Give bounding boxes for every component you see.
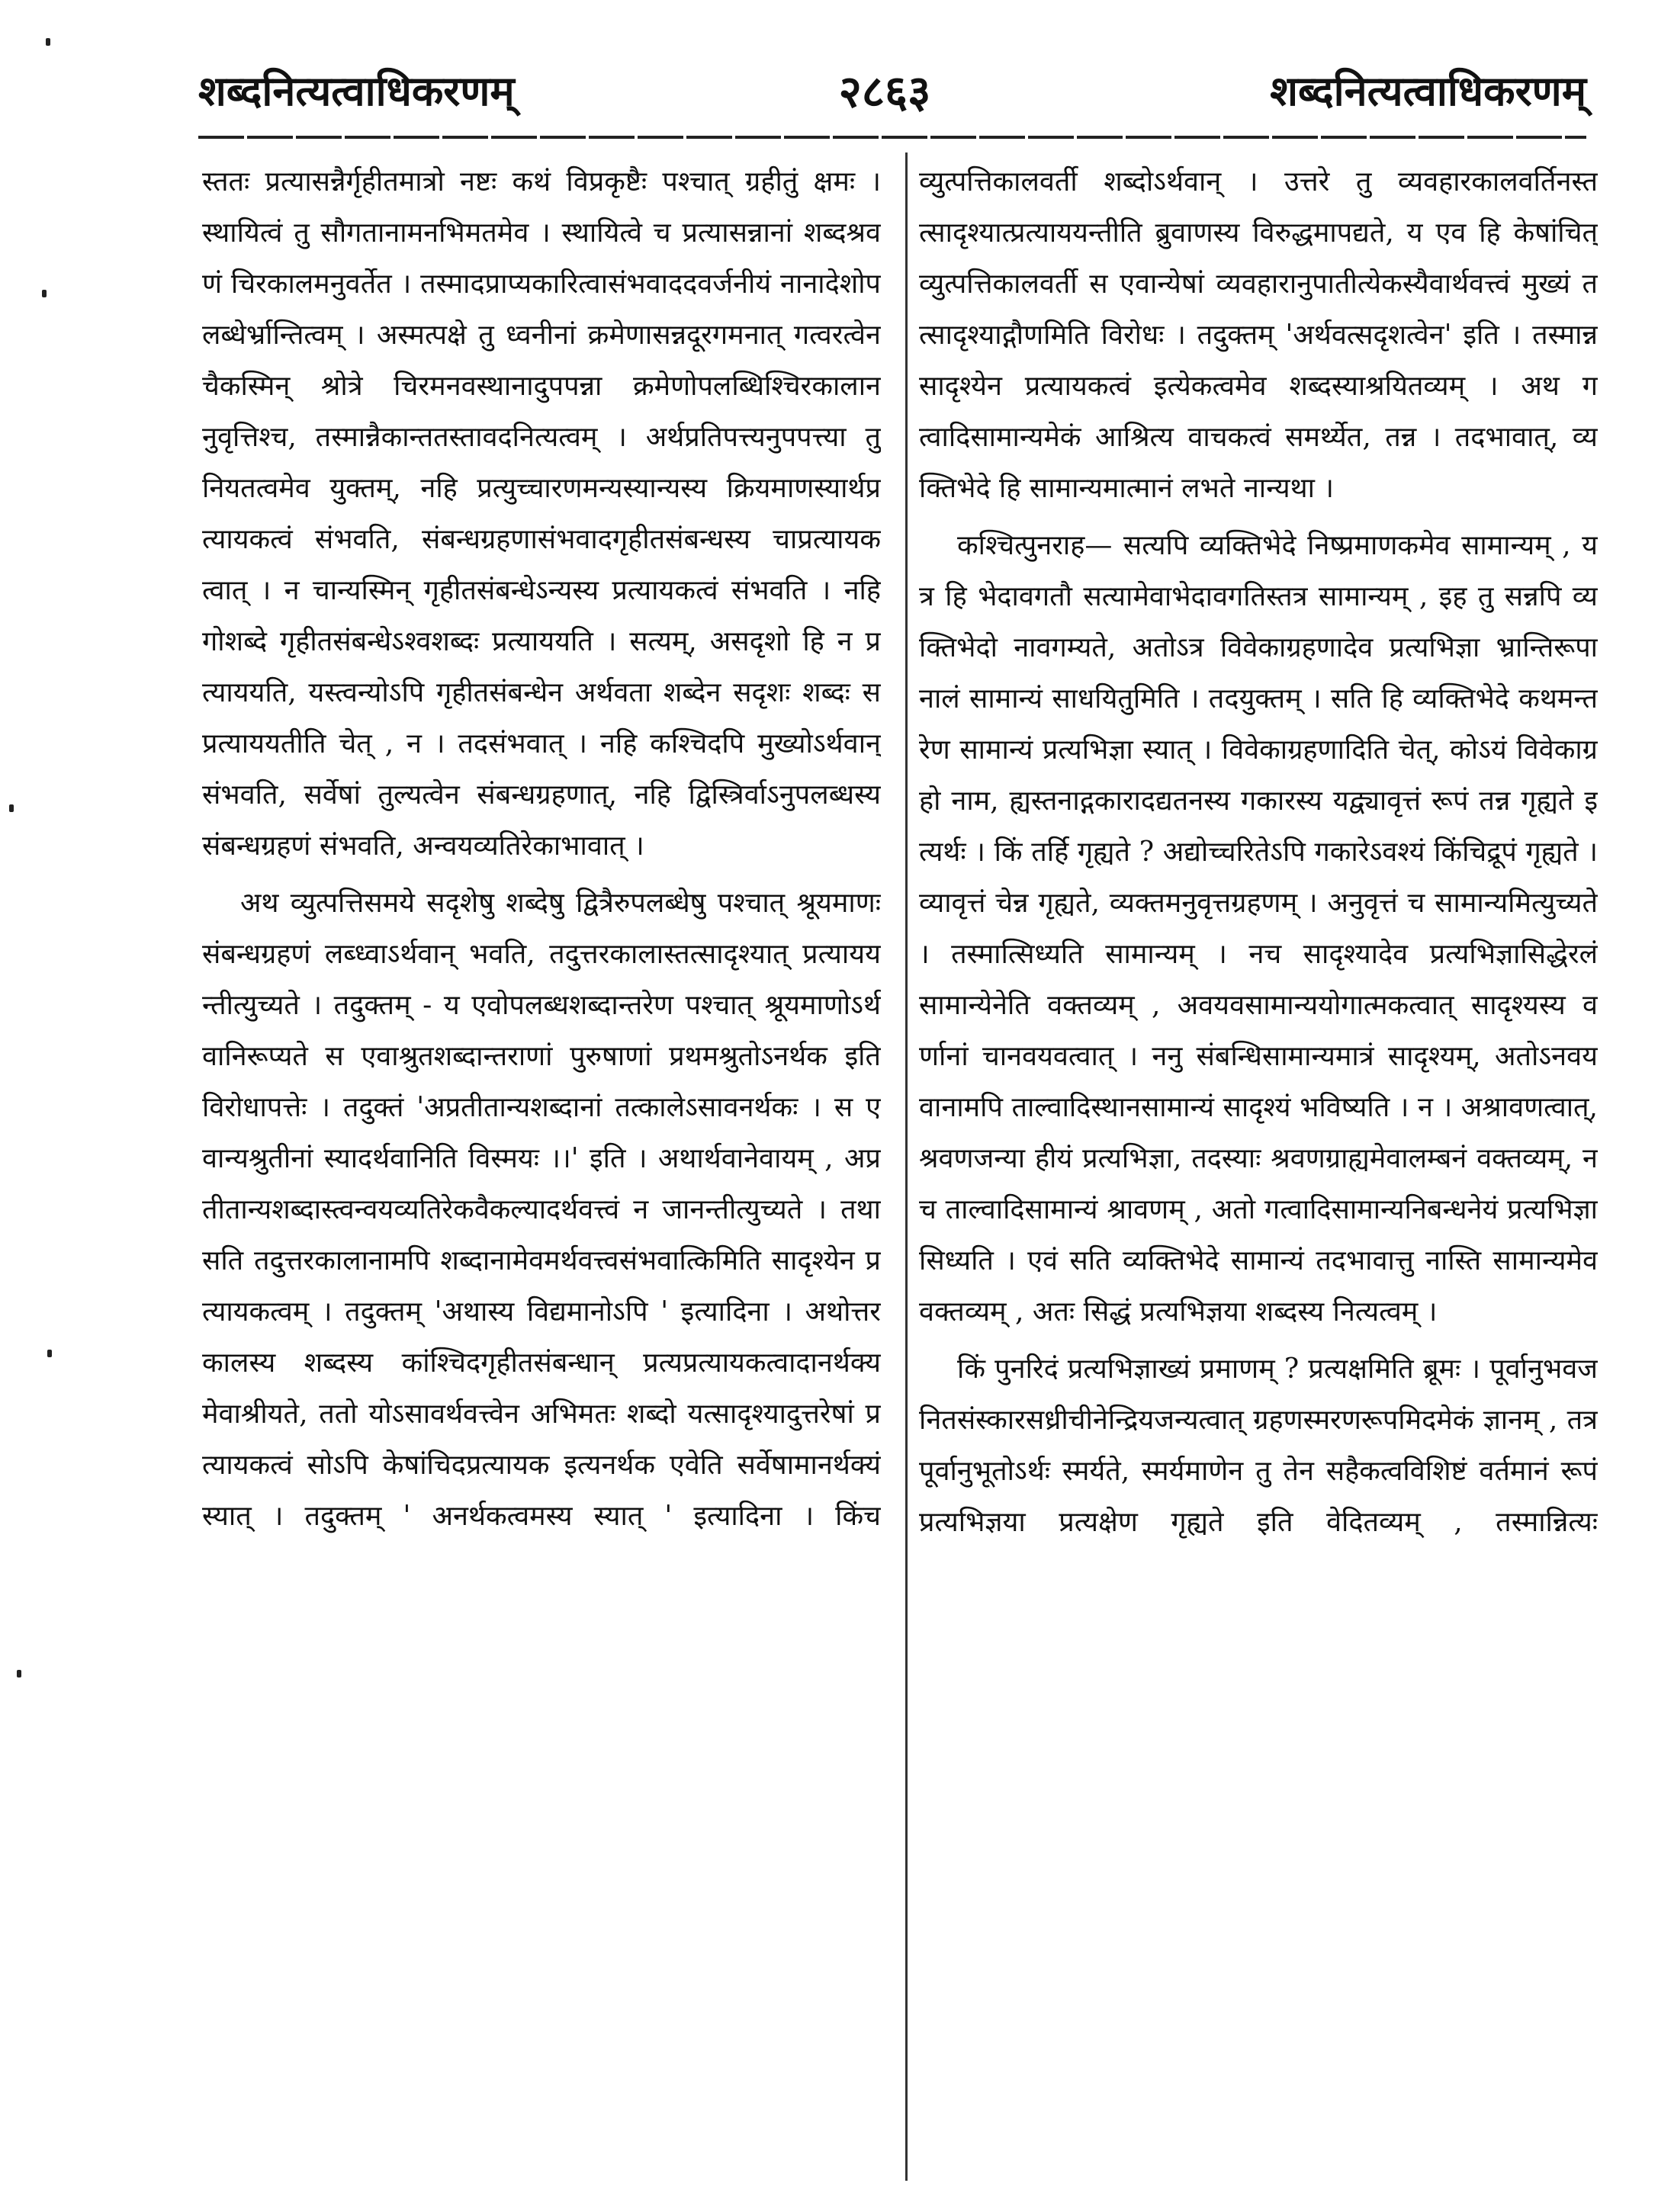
margin-speck (17, 1670, 21, 1677)
right-column (919, 156, 1598, 2185)
header-right-title: शब्दनित्यत्वाधिकरणम् (1270, 66, 1586, 115)
margin-speck (46, 38, 50, 46)
right-paragraph-1: व्युत्पत्तिकालवर्ती शब्दोऽर्थवान् । उत्तरे तु व्यवहारकालवर्तिनस्तत्सादृश्यात्प्रत्याययन्तीति ब्रुवाणस्य विरुद्धमापद्यते, य एव हि केषांचित् व्युत्पत्तिकालवर्ती स एवान्येषां व्यवहारानुपातीत्येकस्यैवार्थवत्त्वं मुख्यं तत्सादृश्याद्गौणमिति विरोधः । तदुक्तम् 'अर्थवत्सदृशत्वेन' इति । तस्मान्न सादृश्येन प्रत्यायकत्वं इत्येकत्वमेव शब्दस्याश्रयितव्यम् । अथ गत्वादिसामान्यमेकं आश्रित्य वाचकत्वं समर्थ्येत, तन्न । तदभावात्, व्यक्तिभेदे हि सामान्यमात्मानं लभते नान्यथा । (919, 166, 1598, 504)
header-left-title: शब्दनित्यत्वाधिकरणम् (198, 66, 515, 115)
margin-speck (9, 804, 14, 812)
margin-speck (42, 290, 47, 297)
margin-speck (47, 1350, 52, 1357)
header-rule (198, 136, 1586, 139)
running-header (198, 53, 1586, 122)
right-paragraph-2: कश्चित्पुनराह— सत्यपि व्यक्तिभेदे निष्प्रमाणकमेव सामान्यम् , यत्र हि भेदावगतौ सत्यामेवाभेदावगतिस्तत्र सामान्यम् , इह तु सन्नपि व्यक्तिभेदो नावगम्यते, अतोऽत्र विवेकाग्रहणादेव प्रत्यभिज्ञा भ्रान्तिरूपा नालं सामान्यं साधयितुमिति । तदयुक्तम् । सति हि व्यक्तिभेदे कथमन्तरेण सामान्यं प्रत्यभिज्ञा स्यात् । विवेकाग्रहणादिति चेत्, कोऽयं विवेकाग्रहो नाम, ह्यस्तनाद्गकारादद्यतनस्य गकारस्य यद्व्यावृत्तं रूपं तन्न गृह्यते इत्यर्थः । किं तर्हि गृह्यते ? अद्योच्चरितेऽपि गकारेऽवश्यं किंचिद्रूपं गृह्यते । व्यावृत्तं चेन्न गृह्यते, व्यक्तमनुवृत्तग्रहणम् । अनुवृत्तं च सामान्यमित्युच्यते । तस्मात्सिध्यति सामान्यम् । नच सादृश्यादेव प्रत्यभिज्ञासिद्धेरलं सामान्येनेति वक्तव्यम् , अवयवसामान्ययोगात्मकत्वात् सादृश्यस्य वर्णानां चानवयवत्वात् । ननु संबन्धिसामान्यमात्रं सादृश्यम्, अतोऽनवयवानामपि ताल्वादिस्थानसामान्यं सादृश्यं भविष्यति । न । अश्रावणत्वात्, श्रवणजन्या हीयं प्रत्यभिज्ञा, तदस्याः श्रवणग्राह्यमेवालम्बनं वक्तव्यम्, नच ताल्वादिसामान्यं श्रावणम् , अतो गत्वादिसामान्यनिबन्धनेयं प्रत्यभिज्ञा सिध्यति । एवं सति व्यक्तिभेदे सामान्यं तदभावात्तु नास्ति सामान्यमेव वक्तव्यम् , अतः सिद्धं प्रत्यभिज्ञया शब्दस्य नित्यत्वम् । (919, 530, 1598, 1328)
right-paragraph-3: किं पुनरिदं प्रत्यभिज्ञाख्यं प्रमाणम् ? प्रत्यक्षमिति ब्रूमः । पूर्वानुभवजनितसंस्कारसध्रीचीनेन्द्रियजन्यत्वात् ग्रहणस्मरणरूपमिदमेकं ज्ञानम् , तत्र पूर्वानुभूतोऽर्थः स्मर्यते, स्मर्यमाणेन तु तेन सहैकत्वविशिष्टं वर्तमानं रूपं प्रत्यभिज्ञया प्रत्यक्षेण गृह्यते इति वेदितव्यम् , तस्मान्नित्यः (919, 1353, 1598, 1538)
left-paragraph-1: स्ततः प्रत्यासन्नैर्गृहीतमात्रो नष्टः कथं विप्रकृष्टैः पश्चात् ग्रहीतुं क्षमः । स्थायित्वं तु सौगतानामनभिमतमेव । स्थायित्वे च प्रत्यासन्नानां शब्दश्रवणं चिरकालमनुवर्तेत । तस्मादप्राप्यकारित्वासंभवाददवर्जनीयं नानादेशोपलब्धेर्भ्रान्तित्वम् । अस्मत्पक्षे तु ध्वनीनां क्रमेणासन्नदूरगमनात् गत्वरत्वेन चैकस्मिन् श्रोत्रे चिरमनवस्थानादुपपन्ना क्रमेणोपलब्धिश्चिरकालाननुवृत्तिश्च, तस्मान्नैकान्ततस्तावदनित्यत्वम् । अर्थप्रतिपत्त्यनुपपत्त्या तु नियतत्वमेव युक्तम्, नहि प्रत्युच्चारणमन्यस्यान्यस्य क्रियमाणस्यार्थप्रत्यायकत्वं संभवति, संबन्धग्रहणासंभवादगृहीतसंबन्धस्य चाप्रत्यायकत्वात् । न चान्यस्मिन् गृहीतसंबन्धेऽन्यस्य प्रत्यायकत्वं संभवति । नहि गोशब्दे गृहीतसंबन्धेऽश्वशब्दः प्रत्याययति । सत्यम्, असदृशो हि न प्रत्याययति, यस्त्वन्योऽपि गृहीतसंबन्धेन अर्थवता शब्देन सदृशः शब्दः स प्रत्याययतीति चेत् , न । तदसंभवात् । नहि कश्चिदपि मुख्योऽर्थवान् संभवति, सर्वेषां तुल्यत्वेन संबन्धग्रहणात्, नहि द्विस्त्रिर्वाऽनुपलब्धस्य संबन्धग्रहणं संभवति, अन्वयव्यतिरेकाभावात् । (202, 166, 881, 862)
left-paragraph-2: अथ व्युत्पत्तिसमये सदृशेषु शब्देषु द्वित्रैरुपलब्धेषु पश्चात् श्रूयमाणः संबन्धग्रहणं लब्ध्वाऽर्थवान् भवति, तदुत्तरकालास्तत्सादृश्यात् प्रत्याययन्तीत्युच्यते । तदुक्तम् - य एवोपलब्धशब्दान्तरेण पश्चात् श्रूयमाणोऽर्थवानिरूप्यते स एवाश्रुतशब्दान्तराणां पुरुषाणां प्रथमश्रुतोऽनर्थक इति विरोधापत्तेः । तदुक्तं 'अप्रतीतान्यशब्दानां तत्कालेऽसावनर्थकः । स एवान्यश्रुतीनां स्यादर्थवानिति विस्मयः ।।' इति । अथार्थवानेवायम् , अप्रतीतान्यशब्दास्त्वन्वयव्यतिरेकवैकल्यादर्थवत्त्वं न जानन्तीत्युच्यते । तथा सति तदुत्तरकालानामपि शब्दानामेवमर्थवत्त्वसंभवात्किमिति सादृश्येन प्रत्यायकत्वम् । तदुक्तम् 'अथास्य विद्यमानोऽपि ' इत्यादिना । अथोत्तरकालस्य शब्दस्य कांश्चिदगृहीतसंबन्धान् प्रत्यप्रत्यायकत्वादानर्थक्यमेवाश्रीयते, ततो योऽसावर्थवत्त्वेन अभिमतः शब्दो यत्सादृश्यादुत्तरेषां प्रत्यायकत्वं सोऽपि केषांचिदप्रत्यायक इत्यनर्थक एवेति सर्वेषामानर्थक्यं स्यात् । तदुक्तम् ' अनर्थकत्वमस्य स्यात् ' इत्यादिना । किंच (202, 888, 881, 1532)
left-column (202, 156, 881, 2185)
column-divider (905, 152, 908, 2181)
page-number: २८६३ (838, 66, 931, 117)
